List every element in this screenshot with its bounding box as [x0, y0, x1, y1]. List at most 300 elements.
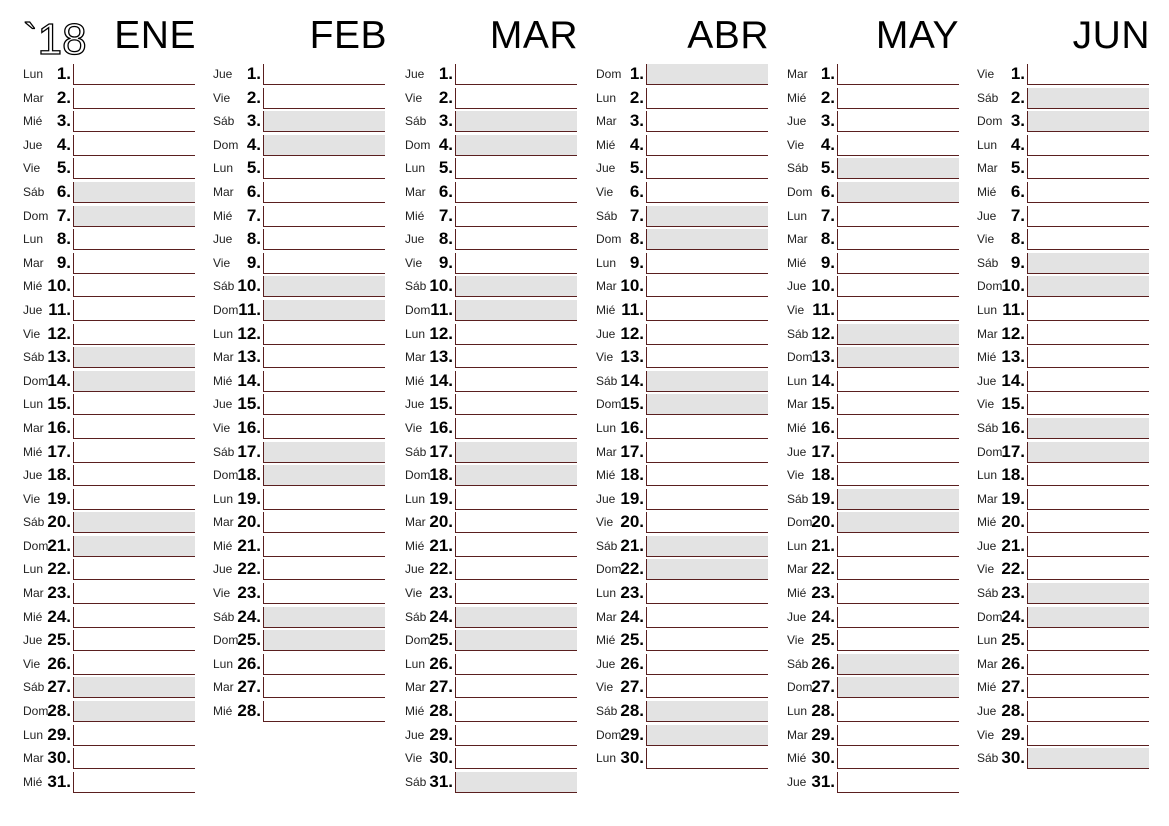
note-field[interactable]	[73, 559, 195, 580]
note-field[interactable]	[455, 182, 577, 203]
day-row	[977, 251, 1149, 275]
weekday-label: Sáb	[405, 444, 427, 459]
day-row	[405, 322, 577, 346]
note-field[interactable]	[263, 158, 385, 179]
weekend-note-field[interactable]	[455, 300, 577, 321]
day-row	[23, 534, 195, 558]
weekend-note-field[interactable]	[73, 536, 195, 557]
day-number: 9.	[438, 252, 453, 272]
weekend-note-field[interactable]	[455, 465, 577, 486]
note-field[interactable]	[455, 394, 577, 415]
weekday-label: Jue	[405, 67, 425, 81]
weekend-note-field[interactable]	[263, 276, 385, 297]
weekday-label: Mar	[596, 114, 617, 129]
day-number: 6.	[246, 181, 261, 201]
note-field[interactable]	[263, 253, 385, 274]
weekend-note-field[interactable]	[646, 229, 768, 250]
weekend-note-field[interactable]	[1027, 111, 1149, 132]
note-field[interactable]	[455, 206, 577, 227]
day-number: 14.	[1001, 370, 1025, 390]
day-number: 16.	[429, 417, 453, 437]
note-field[interactable]	[455, 677, 577, 698]
note-field[interactable]	[1027, 158, 1149, 179]
note-field[interactable]	[455, 371, 577, 392]
note-field[interactable]	[263, 677, 385, 698]
note-field[interactable]	[263, 394, 385, 415]
weekend-note-field[interactable]	[1027, 442, 1149, 463]
day-number: 25.	[47, 630, 71, 650]
note-field[interactable]	[646, 630, 768, 651]
day-row	[596, 534, 768, 558]
note-field[interactable]	[263, 206, 385, 227]
weekend-note-field[interactable]	[646, 725, 768, 746]
day-number: 23.	[47, 583, 71, 603]
note-field[interactable]	[837, 701, 959, 722]
weekend-note-field[interactable]	[73, 182, 195, 203]
day-row	[596, 557, 768, 581]
note-field[interactable]	[73, 300, 195, 321]
day-row	[405, 251, 577, 275]
note-field[interactable]	[455, 253, 577, 274]
weekday-label: Lun	[23, 562, 44, 577]
day-row	[23, 133, 195, 157]
note-field[interactable]	[455, 654, 577, 675]
note-field[interactable]	[646, 135, 768, 156]
weekend-note-field[interactable]	[455, 111, 577, 132]
day-row	[596, 581, 768, 605]
day-number: 10.	[620, 276, 644, 296]
day-number: 19.	[237, 488, 261, 508]
note-field[interactable]	[263, 559, 385, 580]
day-number: 8.	[56, 229, 71, 249]
weekend-note-field[interactable]	[455, 607, 577, 628]
weekend-note-field[interactable]	[73, 677, 195, 698]
day-row	[977, 369, 1149, 393]
day-row	[213, 133, 385, 157]
weekend-note-field[interactable]	[455, 135, 577, 156]
day-row	[405, 86, 577, 110]
weekday-label: Vie	[405, 586, 423, 601]
weekend-note-field[interactable]	[73, 701, 195, 722]
note-field[interactable]	[837, 725, 959, 746]
note-field[interactable]	[646, 583, 768, 604]
weekend-note-field[interactable]	[646, 701, 768, 722]
day-number: 1.	[438, 64, 453, 83]
day-row	[787, 298, 959, 322]
note-field[interactable]	[73, 135, 195, 156]
weekend-note-field[interactable]	[263, 630, 385, 651]
day-number: 24.	[237, 606, 261, 626]
day-number: 7.	[1010, 205, 1025, 225]
day-row	[23, 652, 195, 676]
day-number: 3.	[438, 111, 453, 131]
note-field[interactable]	[837, 64, 959, 85]
day-row	[977, 298, 1149, 322]
day-row	[977, 605, 1149, 629]
day-row	[787, 274, 959, 298]
note-field[interactable]	[837, 276, 959, 297]
weekend-note-field[interactable]	[455, 630, 577, 651]
day-number: 11.	[1002, 299, 1025, 319]
weekday-label: Sáb	[23, 350, 45, 365]
day-number: 20.	[237, 512, 261, 532]
day-number: 10.	[47, 276, 71, 296]
note-field[interactable]	[73, 748, 195, 769]
note-field[interactable]	[837, 772, 959, 793]
note-field[interactable]	[837, 300, 959, 321]
weekday-label: Dom	[213, 468, 239, 483]
note-field[interactable]	[837, 418, 959, 439]
month-column-abr	[596, 62, 768, 770]
note-field[interactable]	[455, 512, 577, 533]
weekend-note-field[interactable]	[263, 607, 385, 628]
note-field[interactable]	[73, 111, 195, 132]
note-field[interactable]	[646, 465, 768, 486]
weekday-label: Sáb	[596, 373, 618, 388]
note-field[interactable]	[837, 583, 959, 604]
note-field[interactable]	[1027, 347, 1149, 368]
note-field[interactable]	[1027, 394, 1149, 415]
weekend-note-field[interactable]	[646, 371, 768, 392]
month-column-ene	[23, 62, 195, 793]
note-field[interactable]	[1027, 654, 1149, 675]
weekend-note-field[interactable]	[263, 135, 385, 156]
day-row	[977, 322, 1149, 346]
note-field[interactable]	[646, 111, 768, 132]
day-row	[787, 510, 959, 534]
weekday-label: Jue	[405, 727, 425, 742]
note-field[interactable]	[646, 88, 768, 109]
note-field[interactable]	[263, 512, 385, 533]
day-row	[405, 628, 577, 652]
weekend-note-field[interactable]	[837, 512, 959, 533]
weekday-label: Jue	[23, 137, 43, 152]
note-field[interactable]	[837, 253, 959, 274]
note-field[interactable]	[837, 111, 959, 132]
note-field[interactable]	[73, 324, 195, 345]
weekend-note-field[interactable]	[646, 394, 768, 415]
weekday-label: Mié	[787, 586, 807, 601]
day-number: 25.	[811, 630, 835, 650]
day-number: 26.	[1001, 653, 1025, 673]
note-field[interactable]	[837, 536, 959, 557]
note-field[interactable]	[73, 654, 195, 675]
note-field[interactable]	[73, 489, 195, 510]
note-field[interactable]	[263, 371, 385, 392]
weekend-note-field[interactable]	[1027, 607, 1149, 628]
note-field[interactable]	[1027, 559, 1149, 580]
note-field[interactable]	[646, 253, 768, 274]
day-row	[213, 628, 385, 652]
weekday-label: Dom	[596, 562, 622, 577]
note-field[interactable]	[455, 489, 577, 510]
weekday-label: Mar	[23, 586, 44, 601]
note-field[interactable]	[837, 229, 959, 250]
note-field[interactable]	[646, 324, 768, 345]
note-field[interactable]	[837, 135, 959, 156]
day-row	[23, 369, 195, 393]
note-field[interactable]	[646, 300, 768, 321]
day-row	[596, 180, 768, 204]
day-number: 9.	[820, 252, 835, 272]
note-field[interactable]	[1027, 536, 1149, 557]
note-field[interactable]	[73, 64, 195, 85]
note-field[interactable]	[837, 206, 959, 227]
note-field[interactable]	[1027, 206, 1149, 227]
note-field[interactable]	[455, 559, 577, 580]
note-field[interactable]	[646, 182, 768, 203]
day-row	[977, 723, 1149, 747]
day-number: 29.	[620, 724, 644, 744]
day-row	[23, 345, 195, 369]
weekend-note-field[interactable]	[263, 300, 385, 321]
day-number: 14.	[620, 370, 644, 390]
note-field[interactable]	[1027, 229, 1149, 250]
note-field[interactable]	[455, 701, 577, 722]
note-field[interactable]	[1027, 324, 1149, 345]
note-field[interactable]	[455, 418, 577, 439]
note-field[interactable]	[1027, 701, 1149, 722]
day-number: 10.	[429, 276, 453, 296]
note-field[interactable]	[73, 465, 195, 486]
note-field[interactable]	[455, 158, 577, 179]
day-number: 9.	[246, 252, 261, 272]
weekend-note-field[interactable]	[837, 677, 959, 698]
note-field[interactable]	[73, 253, 195, 274]
note-field[interactable]	[837, 630, 959, 651]
day-row	[405, 133, 577, 157]
weekday-label: Sáb	[23, 515, 45, 530]
note-field[interactable]	[263, 229, 385, 250]
day-row	[787, 628, 959, 652]
note-field[interactable]	[263, 701, 385, 722]
note-field[interactable]	[1027, 64, 1149, 85]
note-field[interactable]	[1027, 489, 1149, 510]
weekday-label: Jue	[596, 161, 616, 176]
note-field[interactable]	[1027, 135, 1149, 156]
note-field[interactable]	[646, 158, 768, 179]
day-number: 4.	[629, 134, 644, 154]
day-row	[596, 392, 768, 416]
note-field[interactable]	[455, 88, 577, 109]
weekend-note-field[interactable]	[263, 442, 385, 463]
day-row	[596, 298, 768, 322]
note-field[interactable]	[837, 559, 959, 580]
day-row	[596, 86, 768, 110]
note-field[interactable]	[73, 442, 195, 463]
weekday-label: Lun	[23, 67, 44, 81]
note-field[interactable]	[646, 347, 768, 368]
note-field[interactable]	[455, 229, 577, 250]
weekend-note-field[interactable]	[73, 512, 195, 533]
day-row	[213, 416, 385, 440]
weekday-label: Mié	[596, 137, 616, 152]
weekday-label: Mar	[405, 184, 426, 199]
note-field[interactable]	[1027, 677, 1149, 698]
weekend-note-field[interactable]	[73, 347, 195, 368]
weekend-note-field[interactable]	[263, 111, 385, 132]
weekend-note-field[interactable]	[837, 324, 959, 345]
weekend-note-field[interactable]	[646, 559, 768, 580]
weekend-note-field[interactable]	[1027, 418, 1149, 439]
weekend-note-field[interactable]	[1027, 276, 1149, 297]
weekday-label: Mar	[787, 397, 808, 412]
note-field[interactable]	[646, 748, 768, 769]
note-field[interactable]	[455, 725, 577, 746]
weekend-note-field[interactable]	[455, 442, 577, 463]
note-field[interactable]	[646, 512, 768, 533]
day-row	[405, 180, 577, 204]
year-label	[23, 12, 98, 60]
day-row	[405, 699, 577, 723]
weekday-label: Dom	[787, 184, 813, 199]
note-field[interactable]	[646, 442, 768, 463]
weekend-note-field[interactable]	[837, 654, 959, 675]
note-field[interactable]	[73, 88, 195, 109]
note-field[interactable]	[263, 347, 385, 368]
day-number: 19.	[1001, 488, 1025, 508]
month-column-feb	[213, 62, 385, 723]
note-field[interactable]	[263, 88, 385, 109]
note-field[interactable]	[455, 748, 577, 769]
note-field[interactable]	[263, 654, 385, 675]
note-field[interactable]	[837, 394, 959, 415]
note-field[interactable]	[646, 677, 768, 698]
day-number: 7.	[56, 205, 71, 225]
day-row	[213, 369, 385, 393]
note-field[interactable]	[1027, 465, 1149, 486]
weekend-note-field[interactable]	[837, 182, 959, 203]
weekend-note-field[interactable]	[646, 64, 768, 85]
weekday-label: Jue	[977, 538, 997, 553]
note-field[interactable]	[73, 772, 195, 793]
day-row	[787, 227, 959, 251]
month-header-jun: JUN	[1072, 14, 1150, 57]
note-field[interactable]	[73, 607, 195, 628]
note-field[interactable]	[837, 748, 959, 769]
note-field[interactable]	[263, 418, 385, 439]
weekday-label: Mar	[213, 184, 234, 199]
weekday-label: Vie	[23, 491, 41, 506]
day-row	[405, 156, 577, 180]
weekday-label: Mié	[213, 373, 233, 388]
weekend-note-field[interactable]	[455, 772, 577, 793]
note-field[interactable]	[263, 536, 385, 557]
note-field[interactable]	[646, 489, 768, 510]
note-field[interactable]	[646, 276, 768, 297]
note-field[interactable]	[1027, 182, 1149, 203]
day-number: 26.	[237, 653, 261, 673]
day-number: 27.	[1001, 677, 1025, 697]
weekday-label: Lun	[405, 326, 426, 341]
weekend-note-field[interactable]	[1027, 748, 1149, 769]
weekend-note-field[interactable]	[646, 206, 768, 227]
weekend-note-field[interactable]	[455, 276, 577, 297]
weekend-note-field[interactable]	[1027, 88, 1149, 109]
note-field[interactable]	[455, 536, 577, 557]
note-field[interactable]	[455, 324, 577, 345]
note-field[interactable]	[73, 394, 195, 415]
note-field[interactable]	[263, 583, 385, 604]
weekend-note-field[interactable]	[263, 465, 385, 486]
day-number: 21.	[47, 535, 71, 555]
weekday-label: Lun	[787, 538, 808, 553]
day-row	[405, 581, 577, 605]
note-field[interactable]	[73, 418, 195, 439]
day-row	[787, 133, 959, 157]
day-number: 13.	[1001, 347, 1025, 367]
weekday-label: Vie	[977, 562, 995, 577]
day-row	[213, 440, 385, 464]
note-field[interactable]	[263, 324, 385, 345]
note-field[interactable]	[837, 465, 959, 486]
weekend-note-field[interactable]	[1027, 253, 1149, 274]
note-field[interactable]	[837, 88, 959, 109]
note-field[interactable]	[263, 489, 385, 510]
note-field[interactable]	[455, 347, 577, 368]
note-field[interactable]	[646, 418, 768, 439]
day-number: 29.	[47, 724, 71, 744]
note-field[interactable]	[263, 182, 385, 203]
weekday-label: Dom	[787, 680, 813, 695]
note-field[interactable]	[837, 371, 959, 392]
weekend-note-field[interactable]	[1027, 583, 1149, 604]
weekday-label: Dom	[23, 373, 49, 388]
note-field[interactable]	[73, 583, 195, 604]
note-field[interactable]	[263, 64, 385, 85]
day-number: 15.	[811, 394, 835, 414]
note-field[interactable]	[73, 276, 195, 297]
weekend-note-field[interactable]	[837, 489, 959, 510]
note-field[interactable]	[455, 64, 577, 85]
day-number: 3.	[820, 111, 835, 131]
weekday-label: Jue	[977, 373, 997, 388]
day-number: 18.	[620, 465, 644, 485]
weekday-label: Sáb	[977, 586, 999, 601]
note-field[interactable]	[837, 442, 959, 463]
day-row	[596, 652, 768, 676]
weekday-label: Jue	[23, 468, 43, 483]
day-number: 17.	[811, 441, 835, 461]
day-row	[213, 699, 385, 723]
note-field[interactable]	[73, 725, 195, 746]
note-field[interactable]	[1027, 512, 1149, 533]
note-field[interactable]	[73, 158, 195, 179]
note-field[interactable]	[837, 607, 959, 628]
weekday-label: Vie	[405, 420, 423, 435]
weekend-note-field[interactable]	[837, 158, 959, 179]
day-number: 15.	[620, 394, 644, 414]
note-field[interactable]	[1027, 371, 1149, 392]
weekend-note-field[interactable]	[73, 371, 195, 392]
note-field[interactable]	[1027, 300, 1149, 321]
weekend-note-field[interactable]	[837, 347, 959, 368]
day-number: 7.	[246, 205, 261, 225]
note-field[interactable]	[73, 229, 195, 250]
note-field[interactable]	[646, 654, 768, 675]
weekend-note-field[interactable]	[73, 206, 195, 227]
note-field[interactable]	[1027, 725, 1149, 746]
weekday-label: Jue	[213, 562, 233, 577]
note-field[interactable]	[646, 607, 768, 628]
note-field[interactable]	[1027, 630, 1149, 651]
weekday-label: Vie	[23, 656, 41, 671]
day-row	[23, 322, 195, 346]
note-field[interactable]	[455, 583, 577, 604]
note-field[interactable]	[73, 630, 195, 651]
weekend-note-field[interactable]	[646, 536, 768, 557]
day-number: 7.	[438, 205, 453, 225]
